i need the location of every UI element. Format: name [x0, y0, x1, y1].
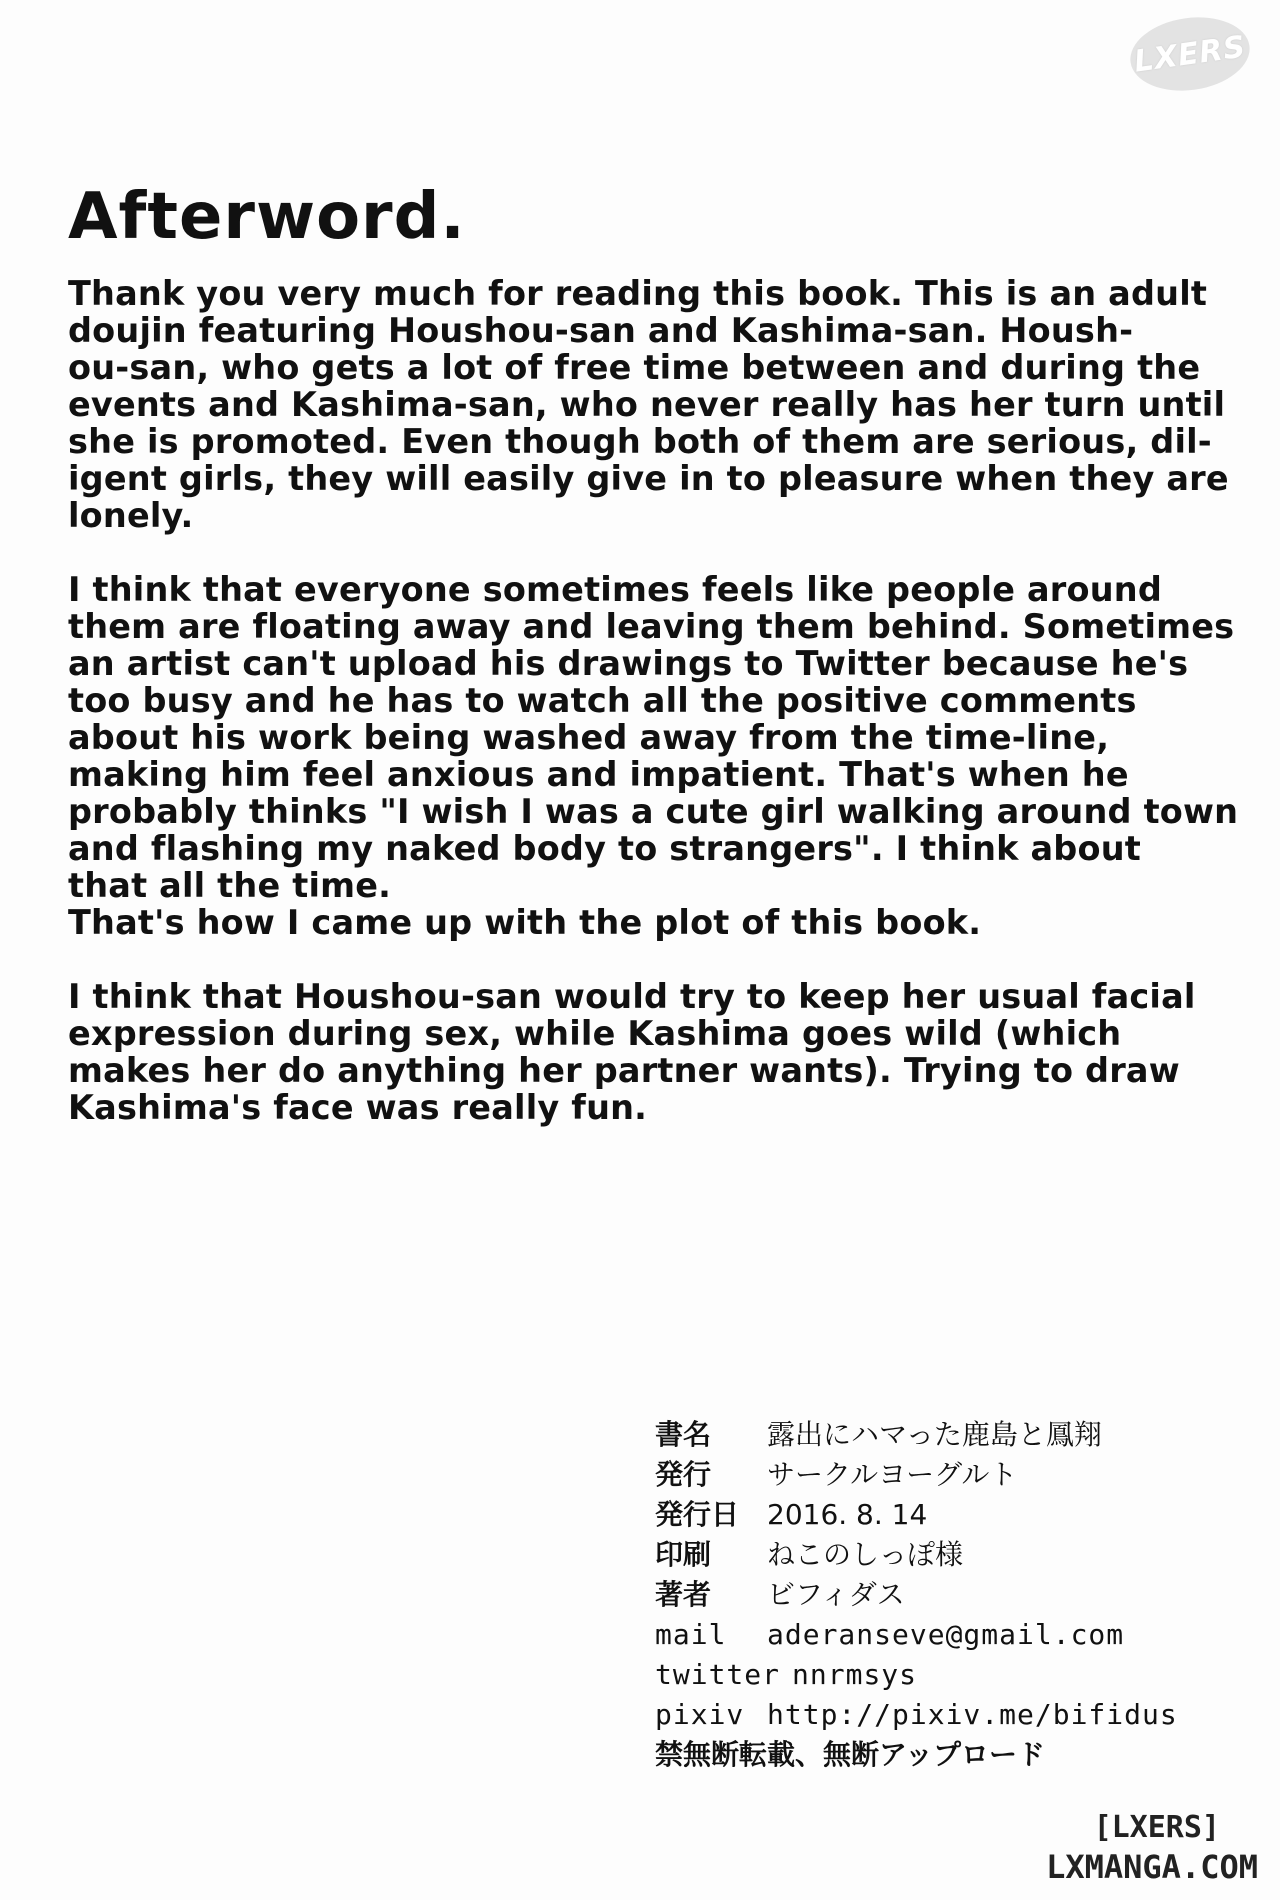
text-line: igent girls, they will easily give in to pleasure when they are: [68, 459, 1229, 498]
twitter-handle: nnrmsys: [792, 1658, 918, 1691]
colophon-key: pixiv: [655, 1698, 745, 1731]
colophon-row-title: [655, 1415, 1178, 1455]
colophon-key: 印刷: [655, 1538, 712, 1571]
text-line: lonely.: [68, 496, 194, 535]
colophon-key: mail: [655, 1618, 727, 1651]
colophon-value: サークルヨーグルト: [767, 1458, 1018, 1491]
text-line: I think that everyone sometimes feels like people around: [68, 570, 1163, 609]
watermark-site: LXMANGA.COM: [1046, 1848, 1258, 1886]
text-line: she is promoted. Even though both of them are serious, dil-: [68, 422, 1212, 461]
text-line: making him feel anxious and impatient. That's when he: [68, 755, 1129, 794]
afterword-body: [68, 274, 1239, 1163]
colophon-row-twitter: [655, 1655, 1178, 1695]
text-line: that all the time.: [68, 866, 392, 905]
text-line: expression during sex, while Kashima goes wild (which: [68, 1014, 1122, 1053]
colophon-row-pixiv: [655, 1695, 1178, 1735]
colophon-value: ビフィダス: [767, 1578, 905, 1611]
colophon-value: ねこのしっぽ様: [767, 1538, 964, 1571]
text-line: Thank you very much for reading this book. This is an adult: [68, 274, 1208, 313]
text-line: about his work being washed away from the time-line,: [68, 718, 1110, 757]
text-line: Kashima's face was really fun.: [68, 1088, 648, 1127]
paragraph-1: [68, 275, 1228, 534]
lxers-logo-text: LXERS: [1131, 28, 1249, 80]
colophon-key: 書名: [655, 1418, 712, 1451]
text-line: an artist can't upload his drawings to Twitter because he's: [68, 644, 1189, 683]
text-line: and flashing my naked body to strangers". I think about: [68, 829, 1141, 868]
page-title: Afterword.: [68, 180, 466, 254]
copyright-notice: 禁無断転載、無断アップロード: [655, 1738, 1046, 1771]
text-line: That's how I came up with the plot of this book.: [68, 903, 982, 942]
colophon-row-author: [655, 1575, 1178, 1615]
lxers-logo: [1126, 10, 1255, 98]
text-line: makes her do anything her partner wants). Trying to draw: [68, 1051, 1180, 1090]
paragraph-2: [68, 570, 1239, 942]
text-line: I think that Houshou-san would try to keep her usual facial: [68, 977, 1196, 1016]
colophon-value: 2016. 8. 14: [767, 1498, 928, 1531]
colophon-row-publisher: [655, 1455, 1178, 1495]
colophon-row-date: [655, 1495, 1178, 1535]
colophon-value: 露出にハマった鹿島と鳳翔: [767, 1418, 1102, 1451]
text-line: events and Kashima-san, who never really has her turn until: [68, 385, 1226, 424]
text-line: doujin featuring Houshou-san and Kashima-san. Housh-: [68, 311, 1134, 350]
colophon-row-notice: [655, 1735, 1178, 1775]
colophon: [655, 1415, 1178, 1775]
watermark-tag: [LXERS]: [1093, 1810, 1220, 1845]
text-line: probably thinks "I wish I was a cute girl walking around town: [68, 792, 1239, 831]
colophon-row-printer: [655, 1535, 1178, 1575]
colophon-row-mail: [655, 1615, 1178, 1655]
colophon-key: 発行: [655, 1458, 712, 1491]
text-line: too busy and he has to watch all the positive comments: [68, 681, 1137, 720]
colophon-key: 著者: [655, 1578, 712, 1611]
colophon-key: twitter: [655, 1658, 781, 1691]
paragraph-3: [68, 978, 1228, 1126]
colophon-key: 発行日: [655, 1498, 740, 1531]
text-line: ou-san, who gets a lot of free time between and during the: [68, 348, 1201, 387]
pixiv-url: http://pixiv.me/bifidus: [767, 1698, 1178, 1731]
text-line: them are floating away and leaving them behind. Sometimes: [68, 607, 1235, 646]
email-address: aderanseve@gmail.com: [767, 1618, 1125, 1651]
